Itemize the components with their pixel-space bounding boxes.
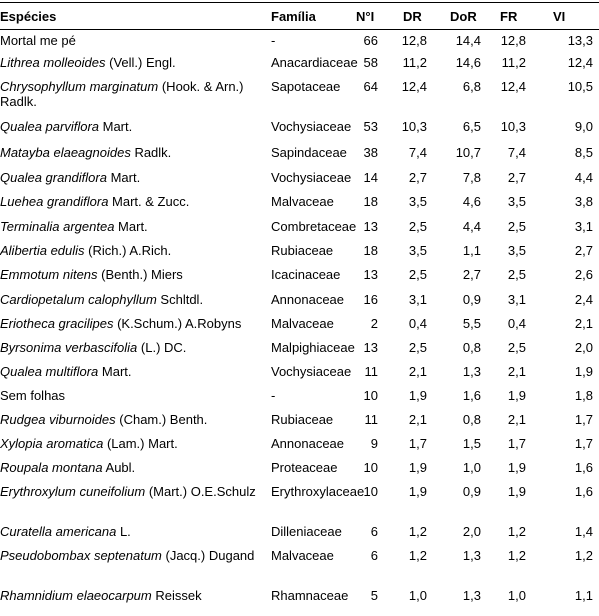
- cell-dr: 7,4: [408, 145, 427, 160]
- species-binomial: Cardiopetalum calophyllum: [0, 292, 157, 307]
- cell-dr: 1,9: [408, 484, 427, 499]
- cell-fr: 7,4: [507, 145, 526, 160]
- cell-ni: 11: [364, 412, 378, 427]
- cell-ni: 38: [363, 145, 378, 160]
- cell-ni: 64: [363, 79, 378, 94]
- cell-familia: -: [271, 388, 276, 403]
- species-author: Mart.: [98, 364, 132, 379]
- species-author: (Rich.) A.Rich.: [84, 243, 172, 258]
- cell-ni: 66: [363, 33, 378, 48]
- cell-familia: Anacardiaceae: [271, 55, 358, 70]
- cell-fr: 3,5: [507, 194, 526, 209]
- cell-ni: 10: [363, 388, 378, 403]
- species-author: (Cham.) Benth.: [115, 412, 208, 427]
- species-author: (K.Schum.) A.Robyns: [113, 316, 242, 331]
- cell-dr: 1,7: [408, 436, 427, 451]
- cell-dr: 3,5: [408, 194, 427, 209]
- cell-dor: 0,9: [462, 484, 481, 499]
- cell-vi: 1,2: [574, 548, 593, 563]
- header-especies: Espécies: [0, 9, 57, 24]
- cell-ni: 13: [363, 340, 378, 355]
- cell-familia: Rubiaceae: [271, 412, 334, 427]
- cell-fr: 2,1: [507, 364, 526, 379]
- cell-dr: 2,5: [408, 340, 427, 355]
- cell-dr: 1,0: [408, 588, 427, 603]
- cell-dor: 6,5: [462, 119, 481, 134]
- cell-vi: 12,4: [567, 55, 593, 70]
- cell-familia: Icacinaceae: [271, 267, 341, 282]
- cell-fr: 0,4: [507, 316, 526, 331]
- cell-fr: 12,8: [500, 33, 526, 48]
- cell-vi: 4,4: [574, 170, 593, 185]
- species-binomial: Qualea grandiflora: [0, 170, 107, 185]
- cell-vi: 1,6: [574, 460, 593, 475]
- cell-vi: 2,0: [574, 340, 593, 355]
- cell-dr: 2,1: [408, 364, 427, 379]
- cell-vi: 2,7: [574, 243, 593, 258]
- cell-ni: 58: [363, 55, 378, 70]
- cell-vi: 3,1: [574, 219, 593, 234]
- cell-familia: Proteaceae: [271, 460, 338, 475]
- species-author: Reissek: [151, 588, 202, 603]
- cell-familia: Malpighiaceae: [271, 340, 355, 355]
- cell-vi: 1,1: [574, 588, 593, 603]
- species-author: (Benth.) Miers: [97, 267, 183, 282]
- species-author: Mart.: [114, 219, 148, 234]
- cell-fr: 2,5: [507, 267, 526, 282]
- species-name: [0, 219, 268, 234]
- species-binomial: Byrsonima verbascifolia: [0, 340, 138, 355]
- species-binomial: Matayba elaeagnoides: [0, 145, 131, 160]
- species-name: [0, 243, 268, 258]
- species-binomial: Qualea multiflora: [0, 364, 99, 379]
- species-binomial: Rhamnidium elaeocarpum: [0, 588, 152, 603]
- cell-vi: 3,8: [574, 194, 593, 209]
- cell-ni: 10: [363, 460, 378, 475]
- species-binomial: Emmotum nitens: [0, 267, 98, 282]
- cell-fr: 1,9: [507, 460, 526, 475]
- cell-ni: 18: [363, 243, 378, 258]
- cell-dor: 7,8: [462, 170, 481, 185]
- cell-dor: 1,3: [462, 588, 481, 603]
- table-header-row: [0, 3, 599, 29]
- species-author: Mart. & Zucc.: [108, 194, 190, 209]
- species-binomial: Roupala montana: [0, 460, 103, 475]
- cell-dor: 14,4: [455, 33, 481, 48]
- cell-fr: 1,7: [507, 436, 526, 451]
- cell-dor: 5,5: [462, 316, 481, 331]
- cell-dor: 4,6: [462, 194, 481, 209]
- cell-vi: 8,5: [574, 145, 593, 160]
- cell-dr: 2,5: [408, 267, 427, 282]
- species-name: [0, 267, 268, 282]
- species-binomial: Luehea grandiflora: [0, 194, 109, 209]
- cell-familia: Vochysiaceae: [271, 170, 352, 185]
- cell-ni: 16: [363, 292, 378, 307]
- cell-familia: Annonaceae: [271, 292, 345, 307]
- species-author: Schltdl.: [156, 292, 204, 307]
- cell-familia: Malvaceae: [271, 194, 334, 209]
- cell-dr: 0,4: [408, 316, 427, 331]
- cell-vi: 1,8: [574, 388, 593, 403]
- cell-familia: Dilleniaceae: [271, 524, 342, 539]
- species-author: (Vell.) Engl.: [105, 55, 176, 70]
- species-name: [0, 412, 268, 427]
- species-author: (Hook. & Arn.) Radlk.: [0, 79, 244, 109]
- cell-ni: 53: [363, 119, 378, 134]
- species-name: [0, 194, 268, 209]
- cell-vi: 2,6: [574, 267, 593, 282]
- cell-dor: 1,0: [462, 460, 481, 475]
- cell-familia: Combretaceae: [271, 219, 357, 234]
- cell-familia: Rhamnaceae: [271, 588, 349, 603]
- cell-ni: 5: [370, 588, 378, 603]
- species-binomial: Terminalia argentea: [0, 219, 115, 234]
- cell-dor: 0,8: [462, 412, 481, 427]
- cell-dor: 2,7: [462, 267, 481, 282]
- cell-dor: 1,6: [462, 388, 481, 403]
- cell-dr: 10,3: [401, 119, 427, 134]
- cell-ni: 14: [363, 170, 378, 185]
- species-name: [0, 119, 268, 134]
- cell-familia: Malvaceae: [271, 316, 334, 331]
- species-author: Mortal me pé: [0, 33, 76, 48]
- cell-ni: 2: [370, 316, 378, 331]
- cell-dr: 2,1: [408, 412, 427, 427]
- cell-familia: Vochysiaceae: [271, 119, 352, 134]
- cell-fr: 1,9: [507, 484, 526, 499]
- species-name: [0, 364, 268, 379]
- cell-vi: 13,3: [567, 33, 593, 48]
- cell-familia: Vochysiaceae: [271, 364, 352, 379]
- species-author: (Lam.) Mart.: [103, 436, 178, 451]
- cell-ni: 11: [364, 364, 378, 379]
- cell-dor: 1,3: [462, 364, 481, 379]
- header-fr: FR: [500, 9, 518, 24]
- cell-dor: 14,6: [455, 55, 481, 70]
- cell-fr: 11,2: [501, 55, 526, 70]
- species-binomial: Qualea parviflora: [0, 119, 99, 134]
- cell-familia: Sapotaceae: [271, 79, 341, 94]
- cell-fr: 1,2: [507, 548, 526, 563]
- species-author: Mart.: [106, 170, 141, 185]
- cell-dr: 1,2: [408, 524, 427, 539]
- cell-vi: 2,4: [574, 292, 593, 307]
- header-familia: Família: [271, 9, 316, 24]
- header-vi: VI: [553, 9, 566, 24]
- species-binomial: Eriotheca gracilipes: [0, 316, 114, 331]
- cell-vi: 1,4: [574, 524, 593, 539]
- cell-dr: 1,9: [408, 388, 427, 403]
- cell-ni: 18: [363, 194, 378, 209]
- cell-fr: 2,5: [507, 340, 526, 355]
- species-author: L.: [116, 524, 131, 539]
- species-name: [0, 588, 268, 603]
- cell-vi: 1,9: [574, 364, 593, 379]
- cell-dr: 3,5: [408, 243, 427, 258]
- species-name: [0, 55, 268, 70]
- species-binomial: Erythroxylum cuneifolium: [0, 484, 146, 499]
- cell-dr: 12,8: [401, 33, 427, 48]
- header-dor: DoR: [450, 9, 477, 24]
- species-name: [0, 524, 268, 539]
- species-name: [0, 79, 268, 109]
- cell-dor: 0,8: [462, 340, 481, 355]
- cell-ni: 9: [370, 436, 378, 451]
- cell-dor: 1,1: [462, 243, 481, 258]
- cell-ni: 6: [370, 524, 378, 539]
- cell-fr: 2,7: [507, 170, 526, 185]
- cell-dor: 0,9: [462, 292, 481, 307]
- cell-dr: 1,9: [408, 460, 427, 475]
- species-name: [0, 316, 268, 331]
- cell-fr: 1,9: [507, 388, 526, 403]
- species-binomial: Alibertia edulis: [0, 243, 85, 258]
- cell-fr: 3,5: [507, 243, 526, 258]
- cell-fr: 2,1: [507, 412, 526, 427]
- species-author: Aubl.: [102, 460, 136, 475]
- cell-familia: Erythroxylaceae: [271, 484, 365, 499]
- species-name: [0, 170, 268, 185]
- cell-fr: 1,2: [507, 524, 526, 539]
- cell-vi: 1,7: [574, 412, 593, 427]
- species-binomial: Curatella americana: [0, 524, 117, 539]
- species-name: [0, 145, 268, 160]
- cell-dr: 12,4: [401, 79, 427, 94]
- cell-familia: Rubiaceae: [271, 243, 334, 258]
- cell-dr: 1,2: [408, 548, 427, 563]
- cell-dor: 2,0: [462, 524, 481, 539]
- cell-ni: 13: [363, 267, 378, 282]
- species-name: [0, 340, 268, 355]
- species-name: [0, 436, 268, 451]
- cell-dr: 3,1: [408, 292, 427, 307]
- cell-dr: 2,5: [408, 219, 427, 234]
- cell-familia: Annonaceae: [271, 436, 345, 451]
- cell-vi: 1,7: [574, 436, 593, 451]
- cell-vi: 2,1: [574, 316, 593, 331]
- cell-vi: 9,0: [574, 119, 593, 134]
- cell-dor: 6,8: [462, 79, 481, 94]
- cell-vi: 10,5: [567, 79, 593, 94]
- cell-fr: 1,0: [507, 588, 526, 603]
- cell-dor: 4,4: [462, 219, 481, 234]
- cell-vi: 1,6: [574, 484, 593, 499]
- species-name: [0, 460, 268, 475]
- cell-dor: 10,7: [455, 145, 481, 160]
- cell-dr: 2,7: [408, 170, 427, 185]
- cell-fr: 10,3: [500, 119, 526, 134]
- cell-familia: Malvaceae: [271, 548, 334, 563]
- species-author: Sem folhas: [0, 388, 66, 403]
- species-author: Radlk.: [130, 145, 172, 160]
- species-author: (Mart.) O.E.Schulz: [145, 484, 256, 499]
- cell-familia: Sapindaceae: [271, 145, 347, 160]
- species-name: [0, 292, 268, 307]
- species-author: (Jacq.) Dugand: [161, 548, 255, 563]
- species-name: [0, 388, 268, 403]
- cell-fr: 3,1: [507, 292, 526, 307]
- cell-fr: 12,4: [500, 79, 526, 94]
- cell-ni: 6: [370, 548, 378, 563]
- species-binomial: Lithrea molleoides: [0, 55, 106, 70]
- table-header-rule: [0, 29, 599, 30]
- cell-ni: 10: [363, 484, 378, 499]
- cell-fr: 2,5: [507, 219, 526, 234]
- header-ni: N°I: [356, 9, 375, 24]
- cell-ni: 13: [363, 219, 378, 234]
- species-name: [0, 484, 268, 499]
- species-name: [0, 33, 268, 48]
- species-author: Mart.: [99, 119, 133, 134]
- cell-familia: -: [271, 33, 276, 48]
- species-binomial: Xylopia aromatica: [0, 436, 104, 451]
- cell-dr: 11,2: [402, 55, 427, 70]
- cell-dor: 1,3: [462, 548, 481, 563]
- species-binomial: Rudgea viburnoides: [0, 412, 116, 427]
- species-author: (L.) DC.: [137, 340, 187, 355]
- header-dr: DR: [403, 9, 422, 24]
- species-binomial: Chrysophyllum marginatum: [0, 79, 159, 94]
- cell-dor: 1,5: [462, 436, 481, 451]
- species-name: [0, 548, 268, 563]
- species-binomial: Pseudobombax septenatum: [0, 548, 162, 563]
